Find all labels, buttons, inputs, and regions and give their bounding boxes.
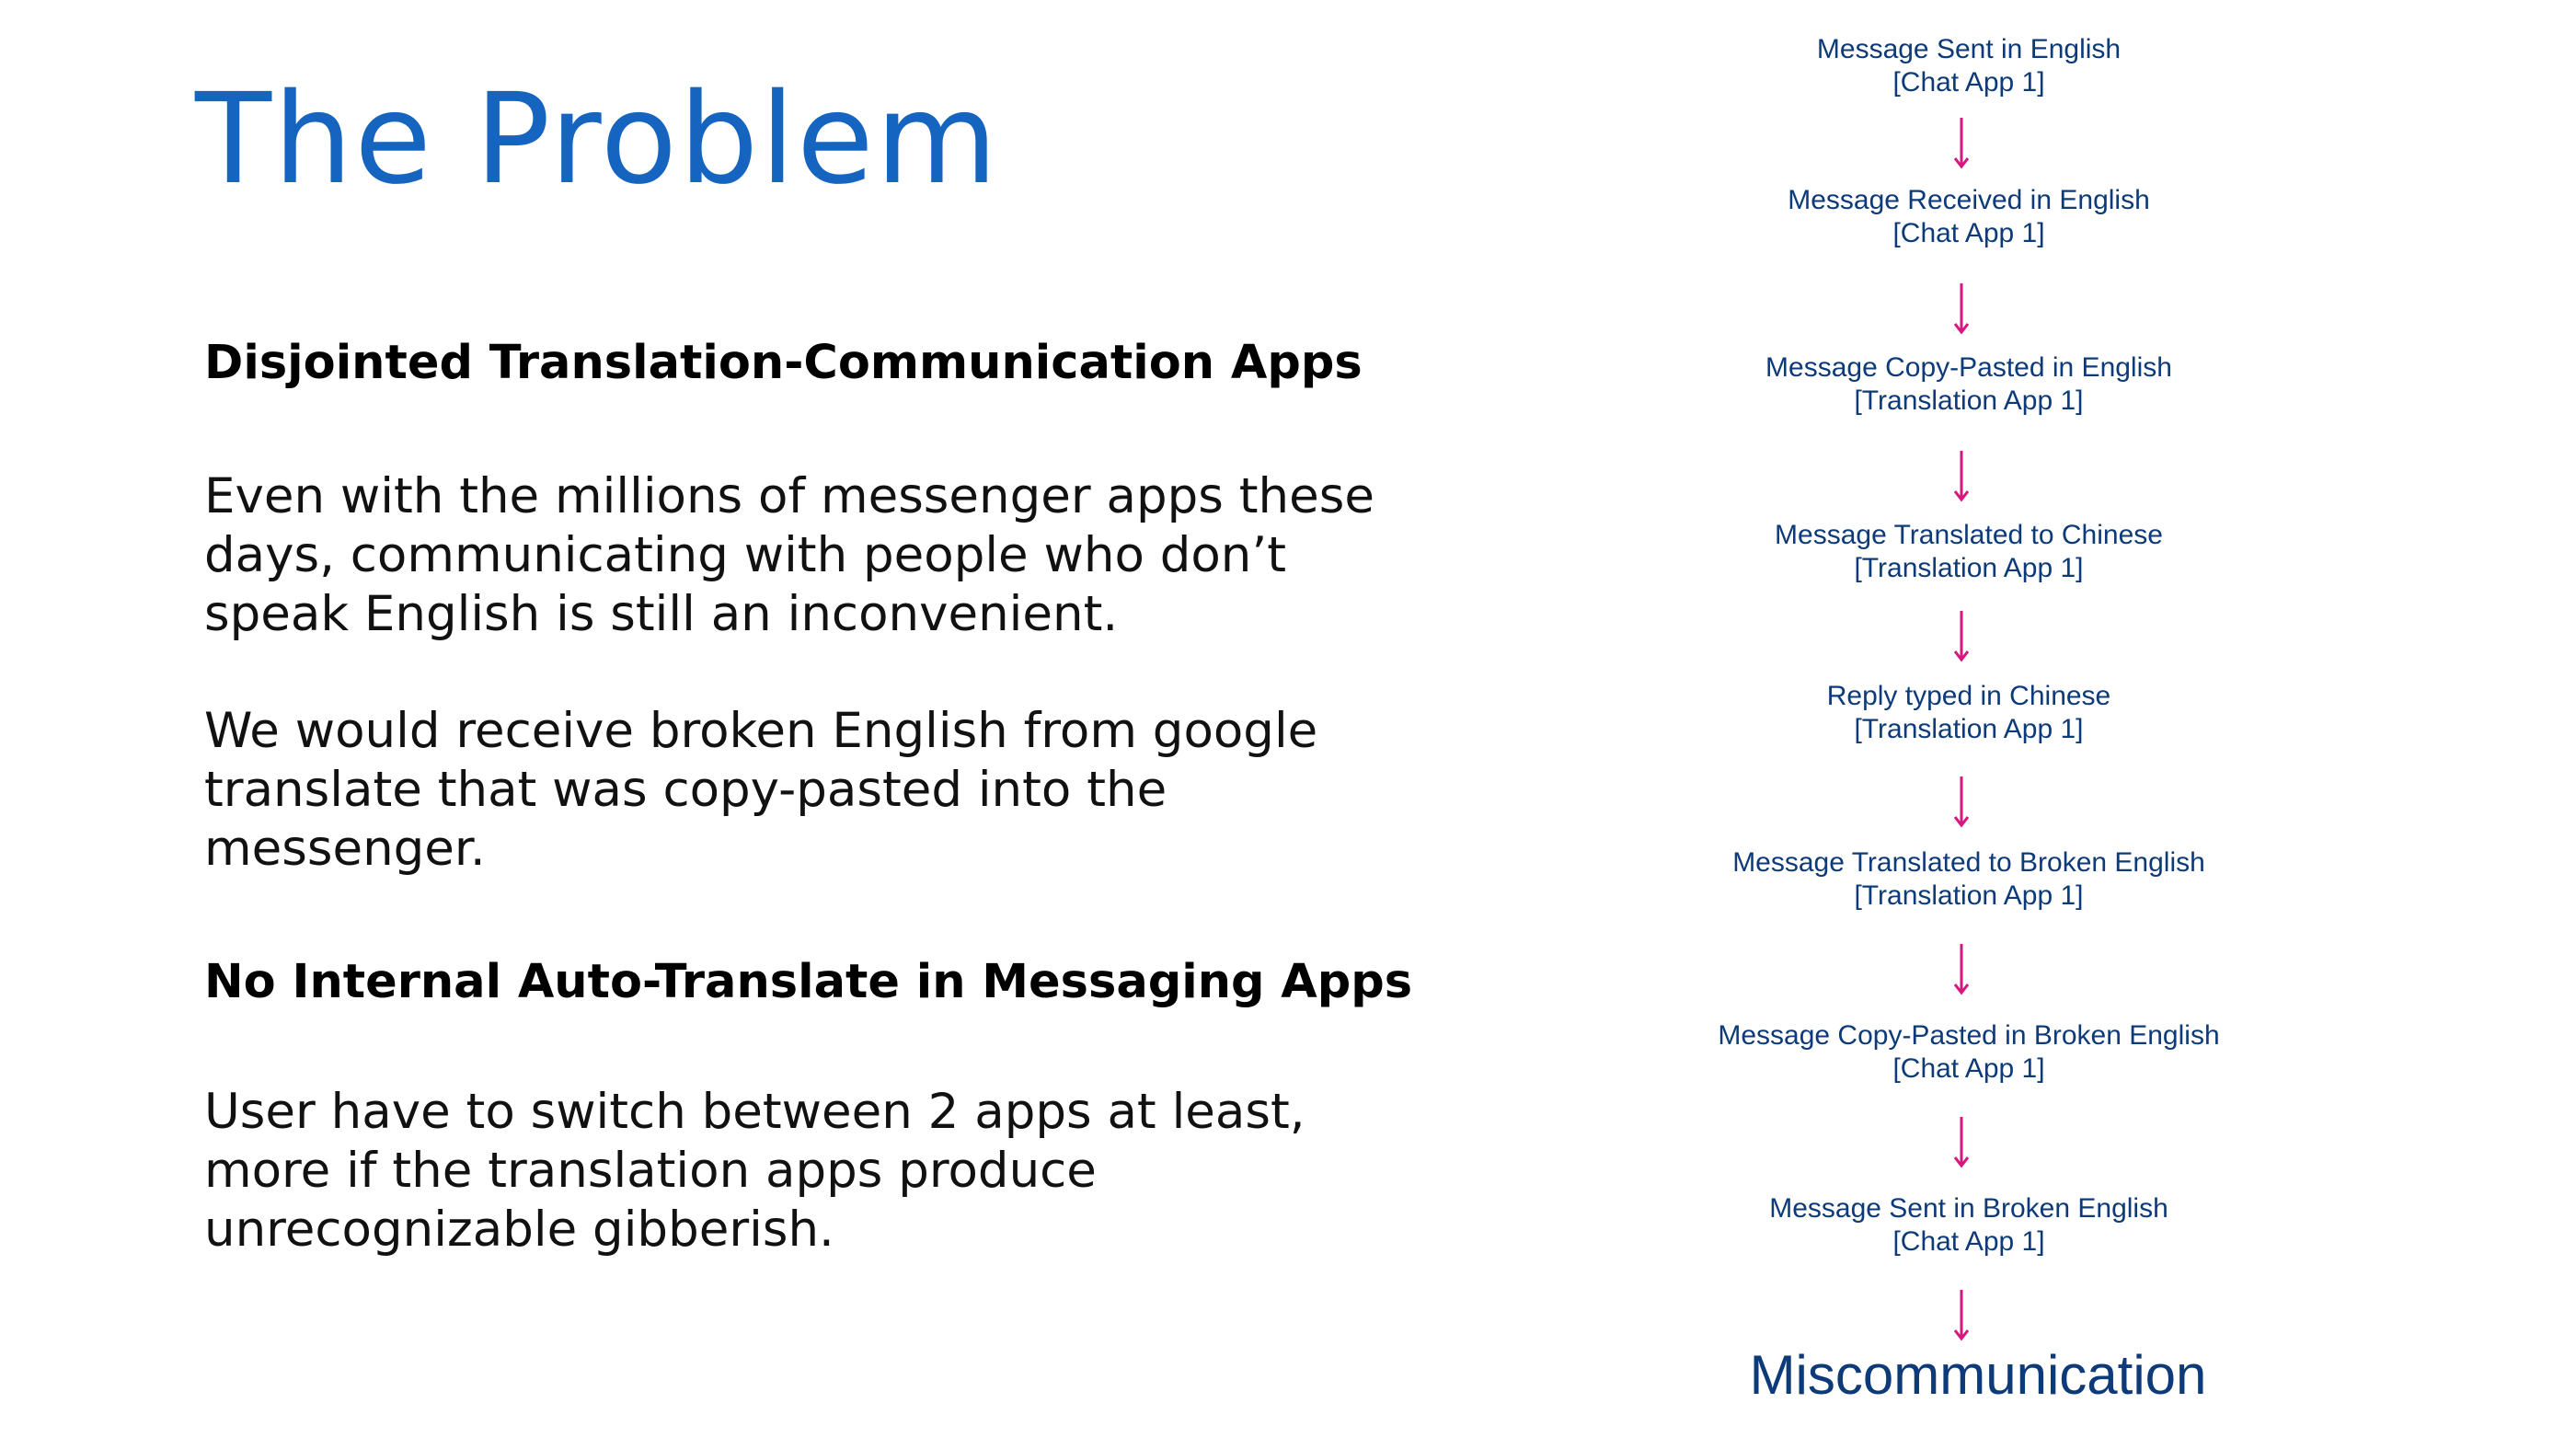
flow-outcome: Miscommunication (1749, 1344, 2207, 1406)
down-arrow-icon (1952, 944, 1971, 995)
flow-step-app: [Translation App 1] (1854, 714, 2084, 744)
flow-step (1647, 184, 2291, 250)
flow-step (1647, 351, 2291, 418)
paragraph-line: unrecognizable gibberish. (204, 1202, 834, 1258)
paragraph-line: messenger. (204, 821, 486, 877)
flow-step-action: Message Sent in Broken English (1769, 1193, 2168, 1224)
heading-disjointed-apps: Disjointed Translation-Communication Apps (204, 336, 1363, 390)
down-arrow-icon (1952, 611, 1971, 662)
flow-step (1647, 846, 2291, 913)
flow-step-action: Reply typed in Chinese (1826, 681, 2111, 711)
flow-step-app: [Chat App 1] (1892, 1226, 2045, 1257)
heading-no-auto-translate: No Internal Auto-Translate in Messaging Apps (204, 955, 1413, 1009)
flow-step (1647, 33, 2291, 99)
flow-step-action: Message Sent in English (1816, 34, 2122, 64)
paragraph-line: days, communicating with people who don’t (204, 527, 1287, 583)
flow-step-app: [Translation App 1] (1854, 880, 2084, 911)
flow-step-app: [Translation App 1] (1854, 553, 2084, 583)
flow-step-action: Message Translated to Broken English (1732, 847, 2205, 878)
paragraph-line: speak English is still an inconvenient. (204, 586, 1119, 642)
down-arrow-icon (1952, 118, 1971, 169)
down-arrow-icon (1952, 776, 1971, 828)
paragraph-line: Even with the millions of messenger apps these (204, 468, 1374, 524)
paragraph-line: We would receive broken English from google (204, 703, 1318, 759)
flow-diagram (1647, 33, 2291, 1441)
flow-step-action: Message Copy-Pasted in English (1765, 352, 2172, 383)
paragraph-line: translate that was copy-pasted into the (204, 762, 1167, 818)
down-arrow-icon (1952, 1290, 1971, 1341)
flow-step (1647, 680, 2291, 746)
flow-step-action: Message Copy-Pasted in Broken English (1718, 1020, 2220, 1051)
paragraph-broken-english (204, 702, 1428, 879)
paragraph-line: User have to switch between 2 apps at least, (204, 1084, 1305, 1140)
flow-step-app: [Chat App 1] (1892, 1053, 2045, 1084)
flow-step (1647, 1019, 2291, 1086)
paragraph-switch-apps (204, 1083, 1428, 1259)
flow-step-app: [Chat App 1] (1892, 67, 2045, 98)
paragraph-line: more if the translation apps produce (204, 1143, 1097, 1199)
down-arrow-icon (1952, 451, 1971, 502)
paragraph-inconvenient (204, 467, 1428, 644)
flow-step (1647, 519, 2291, 585)
flow-step-app: [Chat App 1] (1892, 218, 2045, 248)
flow-step-action: Message Received in English (1788, 185, 2150, 215)
down-arrow-icon (1952, 283, 1971, 335)
flow-step (1647, 1192, 2291, 1259)
down-arrow-icon (1952, 1117, 1971, 1168)
slide-title: The Problem (195, 67, 1000, 213)
flow-step-action: Message Translated to Chinese (1775, 520, 2163, 550)
flow-step-app: [Translation App 1] (1854, 385, 2084, 416)
